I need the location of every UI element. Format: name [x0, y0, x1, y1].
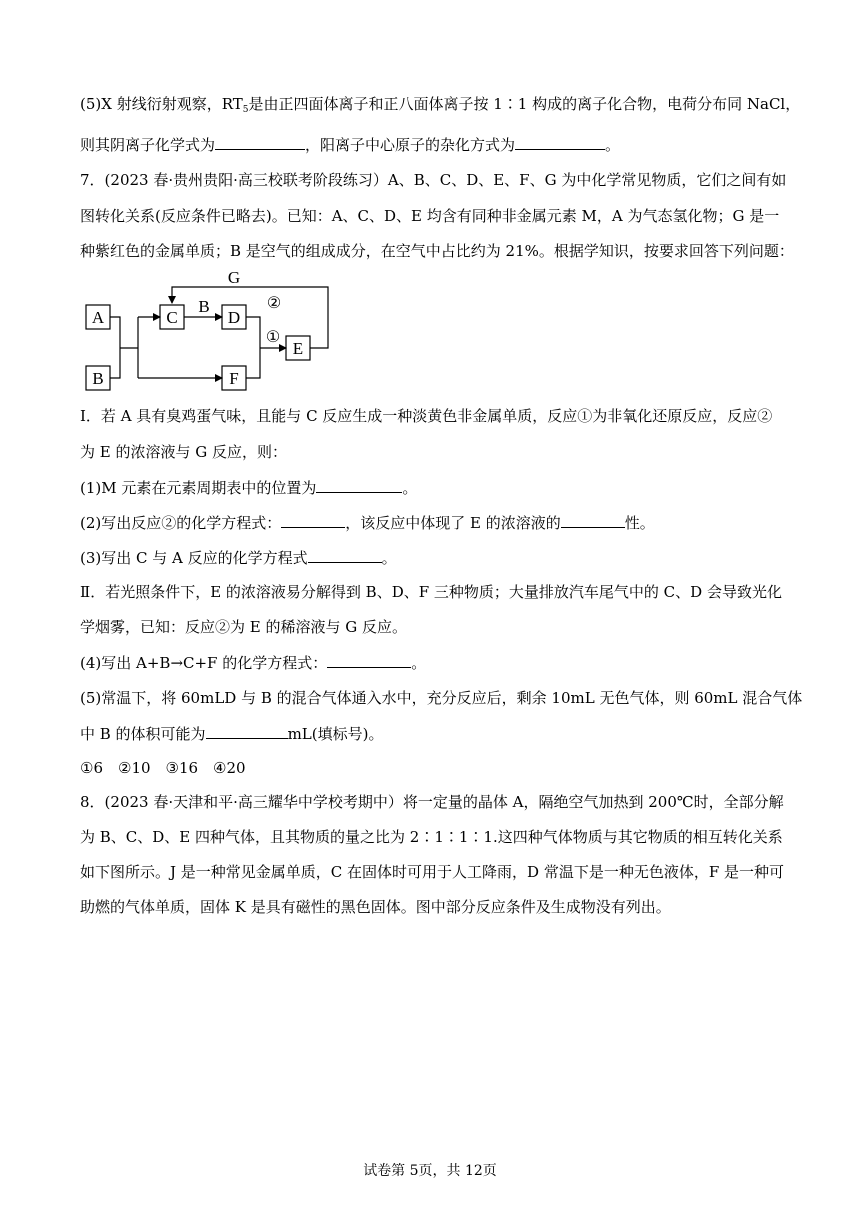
q7-intro-line3: 种紫红色的金属单质；B 是空气的组成成分，在空气中占比约为 21%。根据学知识，按要求回答下列问题：	[80, 242, 794, 260]
arrow-label-b: B	[198, 297, 210, 316]
node-a-label: A	[91, 308, 105, 327]
q8-line1: 8．(2023 春·天津和平·高三耀华中学校考期中）将一定量的晶体 A，隔绝空气加热到 200℃时，全部分解	[80, 793, 784, 811]
q5-prev-text-b: 是由正四面体离子和正八面体离子按 1∶1 构成的离子化合物，电荷分布同 NaCl，	[248, 95, 801, 113]
answer-blank[interactable]	[327, 652, 411, 668]
q7-sub3-text: (3)写出 C 与 A 反应的化学方程式	[80, 549, 308, 567]
q7-sub5-text-b: mL(填标号)。	[287, 725, 384, 743]
part2-line2: 学烟雾，已知：反应②为 E 的稀溶液与 G 反应。	[80, 618, 408, 636]
q5-prev-line2	[80, 134, 620, 155]
reaction-diagram	[80, 266, 340, 396]
q7-sub4-text: (4)写出 A+B→C+F 的化学方程式：	[80, 654, 328, 672]
answer-blank[interactable]	[308, 547, 382, 563]
q7-sub5-line2	[80, 723, 383, 744]
q7-sub2-text-c: 性。	[624, 514, 655, 532]
part2-line1: Ⅱ．若光照条件下，E 的浓溶液易分解得到 B、D、F 三种物质；大量排放汽车尾气中的 C、D 会导致光化	[80, 583, 782, 601]
answer-blank[interactable]	[316, 477, 402, 493]
q7-sub2-text-b: ，该反应中体现了 E 的浓溶液的	[345, 514, 561, 532]
q7-sub2-text-a: (2)写出反应②的化学方程式：	[80, 514, 282, 532]
answer-blank[interactable]	[561, 512, 625, 528]
q5-prev-text-a: (5)X 射线衍射观察，	[80, 95, 222, 113]
q5-prev-text-e: 。	[605, 136, 621, 154]
q7-sub4-end: 。	[411, 654, 427, 672]
node-b-label: B	[92, 369, 104, 388]
q7-sub1-text: (1)M 元素在元素周期表中的位置为	[80, 479, 317, 497]
q7-intro-line2: 图转化关系(反应条件已略去)。已知：A、C、D、E 均含有同种非金属元素 M，A 为气态氢化物；G 是一	[80, 207, 780, 225]
q5-prev-text-c: 则其阴离子化学式为	[80, 136, 216, 154]
q7-intro-line1: 7．(2023 春·贵州贵阳·高三校联考阶段练习）A、B、C、D、E、F、G 为中化学常见物质，它们之间有如	[80, 171, 787, 189]
q7-sub2	[80, 512, 655, 533]
q8-line4: 助燃的气体单质，固体 K 是具有磁性的黑色固体。图中部分反应条件及生成物没有列出。	[80, 898, 671, 916]
part1-line1: I．若 A 具有臭鸡蛋气味，且能与 C 反应生成一种淡黄色非金属单质，反应①为非氧化还原反应，反应②	[80, 407, 773, 425]
q7-sub4	[80, 652, 426, 673]
node-f-label: F	[229, 369, 239, 388]
reaction-1-label: ①	[265, 329, 281, 346]
q5-prev-text-d: ，阳离子中心原子的杂化方式为	[305, 136, 516, 154]
part1-line2: 为 E 的浓溶液与 G 反应，则：	[80, 443, 288, 461]
formula-rt: RT	[221, 95, 243, 113]
answer-blank[interactable]	[515, 134, 605, 150]
connector-df	[246, 317, 260, 378]
node-e-label: E	[292, 339, 304, 358]
q7-sub3-end: 。	[381, 549, 397, 567]
arrow-label-g: G	[227, 268, 241, 287]
answer-blank[interactable]	[215, 134, 305, 150]
node-c-label: C	[166, 308, 178, 327]
q7-sub3	[80, 547, 397, 568]
node-d-label: D	[227, 308, 241, 327]
q7-sub1-end: 。	[402, 479, 418, 497]
reaction-2-label: ②	[266, 295, 282, 312]
q8-line2: 为 B、C、D、E 四种气体，且其物质的量之比为 2∶1∶1∶1.这四种气体物质与其它物质的相互转化关系	[80, 828, 783, 846]
formula-rt-subscript: 5	[242, 105, 249, 115]
q8-line3: 如下图所示。J 是一种常见金属单质，C 在固体时可用于人工降雨，D 常温下是一种无色液体，F 是一种可	[80, 863, 785, 881]
answer-blank[interactable]	[281, 512, 345, 528]
q7-options: ①6 ②10 ③16 ④20	[80, 759, 246, 777]
q5-prev-line1	[80, 94, 800, 120]
q7-sub1	[80, 477, 417, 498]
connector-ab	[110, 317, 120, 378]
answer-blank[interactable]	[206, 723, 288, 739]
q7-sub5-line1: (5)常温下，将 60mLD 与 B 的混合气体通入水中，充分反应后，剩余 10mL 无色气体，则 60mL 混合气体	[80, 689, 803, 707]
page-footer: 试卷第 5页，共 12页	[363, 1163, 497, 1179]
q7-sub5-text-a: 中 B 的体积可能为	[80, 725, 206, 743]
